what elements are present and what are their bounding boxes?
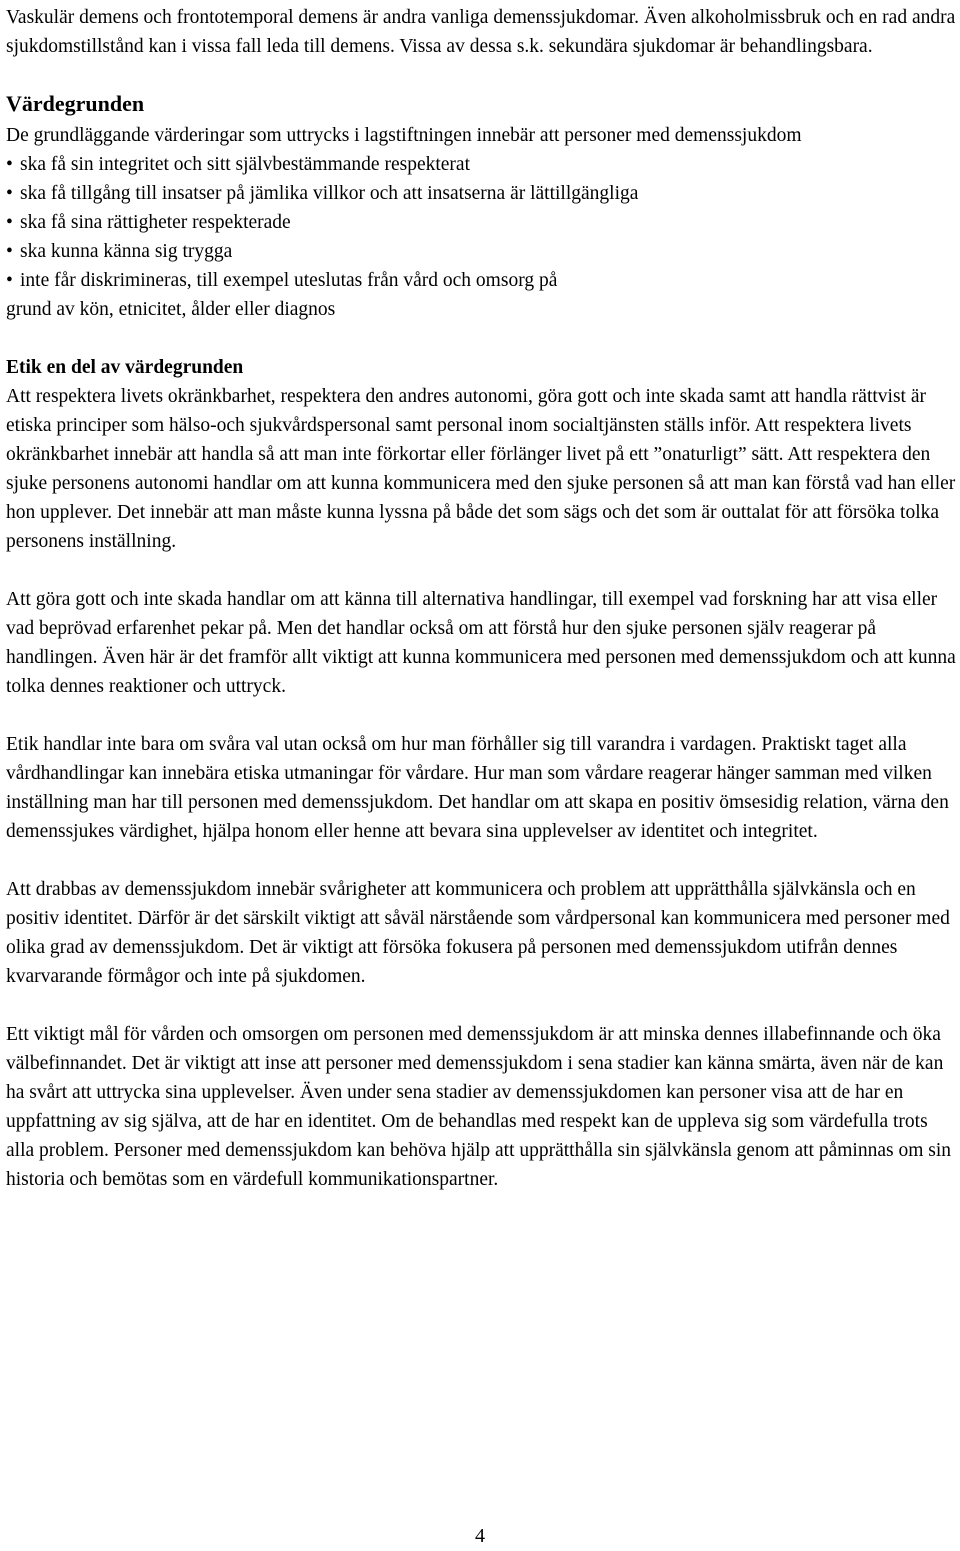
bullet-text: ska få sin integritet och sitt självbestämmande respekterat [20, 154, 470, 175]
section-vardegrunden [6, 90, 960, 324]
intro-paragraph: Vaskulär demens och frontotemporal demens är andra vanliga demenssjukdomar. Även alkoholmissbruk och en rad andra sjukdomstillstånd kan i vissa fall leda till demens. Vissa av dessa s.k. sekundära sjukdomar är behandlingsbara. [6, 7, 956, 57]
bullet-text: ska få sina rättigheter respekterade [20, 212, 291, 233]
bullet-list [6, 150, 960, 295]
body-paragraph: Ett viktigt mål för vården och omsorgen om personen med demenssjukdom är att minska dennes illabefinnande och öka välbefinnandet. Det är viktigt att inse att personer med demenssjukdom i sena stadier kan känna smärta, även när de kan ha svårt att uttrycka sina upplevelser. Även under sena stadier av demenssjukdomen kan personer visa att de har en uppfattning av sig själva, att de har en identitet. Om de behandlas med respekt kan de uppleva sig som värdefulla trots alla problem. Personer med demenssjukdom kan behöva hjälp att upprätthålla sin självkänsla genom att påminnas om sin historia och bemötas som en värdefull kommunikationspartner. [6, 1024, 951, 1190]
section-lead: De grundläggande värderingar som uttrycks i lagstiftningen innebär att personer med demenssjukdom [6, 125, 802, 146]
bullet-marker: • [6, 241, 13, 262]
bullet-marker: • [6, 154, 13, 175]
section-heading-vardegrunden: Värdegrunden [6, 91, 145, 116]
bullet-text: ska få tillgång till insatser på jämlika villkor och att insatserna är lättillgängliga [20, 183, 639, 204]
bullet-marker: • [6, 270, 13, 291]
bullet-text: ska kunna känna sig trygga [20, 241, 233, 262]
section-heading-etik: Etik en del av värdegrunden [6, 357, 244, 378]
section-etik [6, 353, 960, 1194]
bullet-item [6, 208, 960, 237]
bullet-marker: • [6, 212, 13, 233]
bullet-item [6, 266, 960, 295]
body-paragraph: Etik handlar inte bara om svåra val utan också om hur man förhåller sig till varandra i vardagen. Praktiskt taget alla vårdhandlingar kan innebära etiska utmaningar för vårdare. Hur man som vårdare reagerar hänger samman med vilken inställning man har till personen med demenssjukdom. Det handlar om att skapa en positiv ömsesidig relation, värna den demenssjukes värdighet, hjälpa honom eller henne att bevara sina upplevelser av identitet och integritet. [6, 734, 949, 842]
page-number: 4 [475, 1525, 485, 1547]
body-paragraph: Att göra gott och inte skada handlar om att känna till alternativa handlingar, till exempel vad forskning har att visa eller vad beprövad erfarenhet pekar på. Men det handlar också om att förstå hur den sjuke personen själv reagerar på handlingen. Även här är det framför allt viktigt att kunna kommunicera med personen med demenssjukdom och att kunna tolka dennes reaktioner och uttryck. [6, 589, 956, 697]
bullet-item [6, 237, 960, 266]
bullet-continuation: grund av kön, etnicitet, ålder eller diagnos [6, 299, 336, 320]
document-page [6, 3, 960, 1194]
bullet-item [6, 179, 960, 208]
body-paragraph: Att drabbas av demenssjukdom innebär svårigheter att kommunicera och problem att upprätthålla självkänsla och en positiv identitet. Därför är det särskilt viktigt att såväl närstående som vårdpersonal kan kommunicera med personer med olika grad av demenssjukdom. Det är viktigt att försöka fokusera på personen med demenssjukdom utifrån dennes kvarvarande förmågor och inte på sjukdomen. [6, 879, 950, 987]
bullet-marker: • [6, 183, 13, 204]
body-paragraph: Att respektera livets okränkbarhet, respektera den andres autonomi, göra gott och inte skada samt att handla rättvist är etiska principer som hälso-och sjukvårdspersonal samt personal inom socialtjänsten ställs inför. Att respektera livets okränkbarhet innebär att handla så att man inte förkortar eller förlänger livet på ett ”onaturligt” sätt. Att respektera den sjuke personens autonomi handlar om att kunna kommunicera med den sjuke personen så att man kan förstå vad han eller hon upplever. Det innebär att man måste kunna lyssna på både det som sägs och det som är outtalat för att försöka tolka personens inställning. [6, 386, 956, 552]
bullet-text: inte får diskrimineras, till exempel uteslutas från vård och omsorg på [20, 270, 558, 291]
bullet-item [6, 150, 960, 179]
